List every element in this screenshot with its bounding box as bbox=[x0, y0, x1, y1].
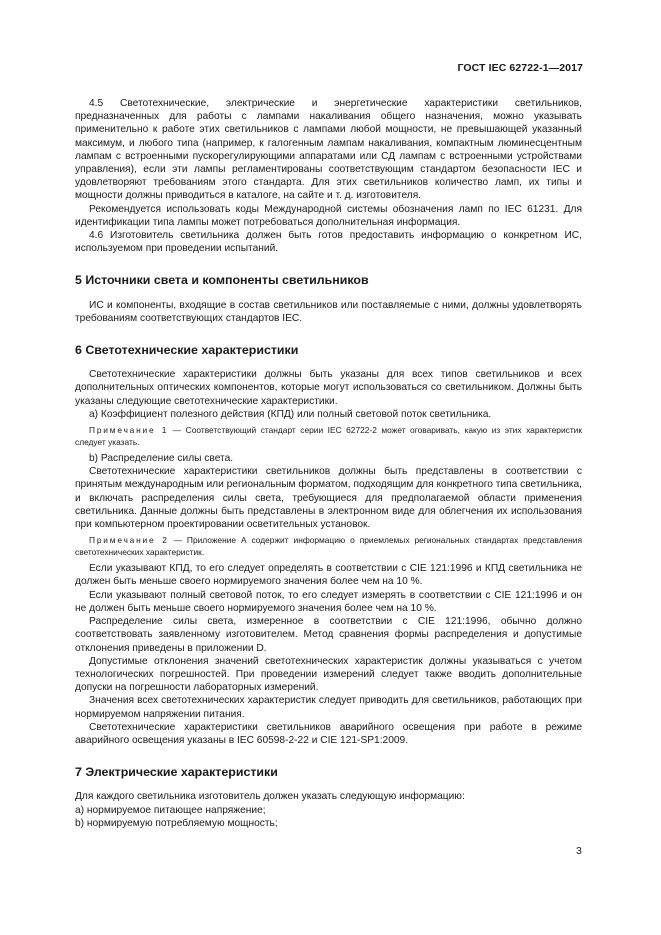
note-1-text: — Соответствующий стандарт серии IEC 62722-2 может оговаривать, какую из этих характеристик следует указать. bbox=[75, 425, 582, 448]
paragraph-4-6: 4.6 Изготовитель светильника должен быть готов предоставить информацию о конкретном ИС, используемом при проведении испытаний. bbox=[75, 230, 582, 255]
note-1 bbox=[75, 424, 582, 448]
paragraph-6-distribution: Распределение силы света, измеренное в соответствии с CIE 121:1996, обычно должно соответствовать заявленному изготовителем. Метод сравнения формы распределения и допустимые отклонения приведены в приложении D. bbox=[75, 616, 582, 654]
paragraph-6-flux: Если указывают полный световой поток, то его следует измерять в соответствии с CIE 121:1996 и он не должен быть меньше своего нормируемого значения более чем на 10 %. bbox=[75, 589, 582, 614]
paragraph-6-format: Светотехнические характеристики светильников должны быть представлены в соответствии с принятым международным или региональным форматом, подходящим для конкретного типа светильника, и включать распределения силы света, требующиеся для предполагаемой области применения светильника. Данные должны быть представлены в электронном виде для облегчения их использования при компьютерном проектировании осветительных установок. bbox=[75, 466, 582, 531]
note-1-label: Примечание 1 bbox=[89, 425, 169, 436]
list-item-b: b) Распределение силы света. bbox=[89, 453, 234, 465]
paragraph-7-intro: Для каждого светильника изготовитель должен указать следующую информацию: bbox=[75, 791, 465, 803]
paragraph-4-5: 4.5 Светотехнические, электрические и энергетические характеристики светильников, предназначенных для работы с лампами накаливания общего назначения, можно указывать применительно к работе этих светильников с лампами любой мощности, не превышающей указанный максимум, и любого типа (например, к галогенным лампам накаливания, компактным люминесцентным лампам с встроенными пускорегулирующими аппаратами или СД лампам с встроенными устройствами управления), если эти лампы регламентированы соответствующим стандартом безопасности IEC и удовлетворяют требованиям этого стандарта. Для этих светильников количество ламп, их типы и мощности должны приводиться в каталоге, на сайте и т. д. изготовителя. bbox=[75, 98, 582, 202]
section-5-title: 5 Источники света и компоненты светильников bbox=[75, 273, 369, 288]
page-body bbox=[75, 97, 582, 830]
paragraph-6-voltage: Значения всех светотехнических характеристик следует приводить для светильников, работающих при нормируемом напряжении питания. bbox=[75, 695, 582, 720]
list-item-7a: a) нормируемое питающее напряжение; bbox=[75, 804, 266, 816]
paragraph-6-efficiency: Если указывают КПД, то его следует определять в соответствии с CIE 121:1996 и КПД светильника не должен быть меньше своего нормируемого значения более чем на 10 %. bbox=[75, 563, 582, 588]
list-item-a: a) Коэффициент полезного действия (КПД) или полный световой поток светильника. bbox=[89, 408, 492, 420]
paragraph-section-5: ИС и компоненты, входящие в состав светильников или поставляемые с ними, должны удовлетворять требованиям соответствующих стандартов IEC. bbox=[75, 299, 582, 324]
paragraph-6-intro: Светотехнические характеристики должны быть указаны для всех типов светильников и всех дополнительных оптических компонентов, которые могут использоваться со светильником. Должны быть указаны следующие светотехнические характеристики. bbox=[75, 369, 582, 407]
paragraph-6-emergency: Светотехнические характеристики светильников аварийного освещения при работе в режиме аварийного освещения указаны в IEC 60598-2-22 и CIE 121-SP1:2009. bbox=[75, 721, 582, 746]
list-item-7b: b) нормируемую потребляемую мощность; bbox=[75, 817, 278, 829]
section-7-title: 7 Электрические характеристики bbox=[75, 765, 278, 780]
paragraph-6-tolerances: Допустимые отклонения значений светотехнических характеристик должны указываться с учетом технологических погрешностей. При проведении измерений следует также вводить дополнительные допуски на погрешности лабораторных измерений. bbox=[75, 655, 582, 694]
note-2 bbox=[75, 534, 582, 558]
note-2-text: — Приложение А содержит информацию о приемлемых региональных стандартах представления светотехнических характеристик. bbox=[75, 535, 582, 558]
paragraph-lamp-codes: Рекомендуется использовать коды Международной системы обозначения ламп по IEC 61231. Для идентификации типа лампы может потребоваться дополнительная информация. bbox=[75, 203, 582, 228]
note-2-label: Примечание 2 bbox=[89, 535, 169, 546]
page-number: 3 bbox=[576, 845, 582, 857]
document-header: ГОСТ IEC 62722-1—2017 bbox=[457, 62, 583, 74]
section-6-title: 6 Светотехнические характеристики bbox=[75, 343, 299, 358]
